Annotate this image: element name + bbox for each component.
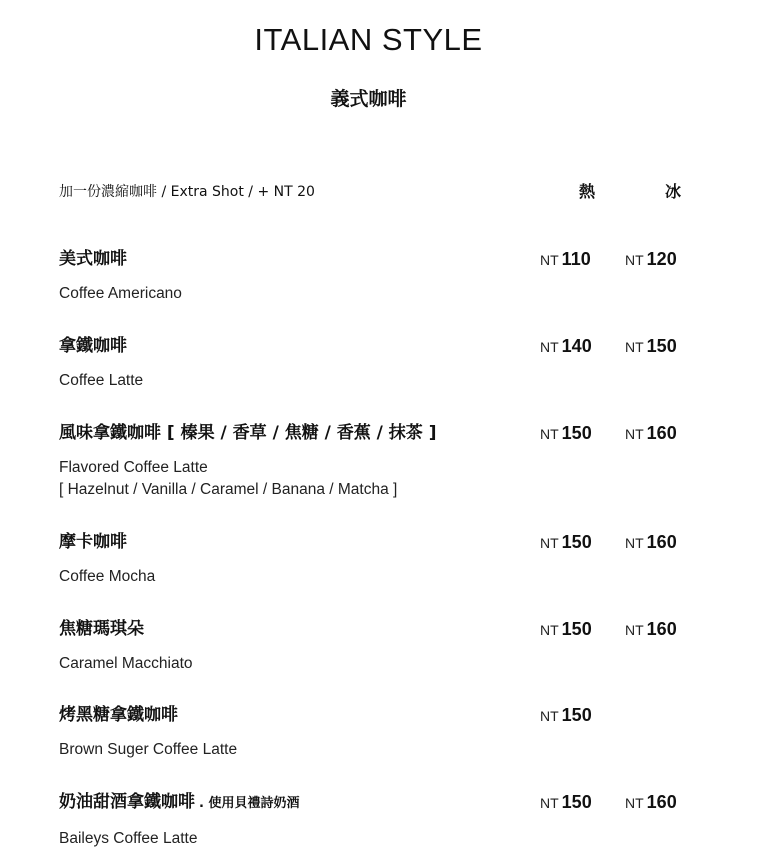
- item-flavors-en: [ Hazelnut / Vanilla / Caramel / Banana / Matcha ]: [59, 481, 398, 498]
- price-amount: 110: [561, 249, 591, 269]
- item-name-zh: 風味拿鐵咖啡 [ 榛果 / 香草 / 焦糖 / 香蕉 / 抹茶 ]: [59, 423, 437, 443]
- item-name-zh-row: [59, 791, 699, 815]
- menu-item: [59, 531, 699, 588]
- item-name-en: Flavored Coffee Latte: [59, 459, 208, 476]
- price-ice: [625, 618, 677, 641]
- price-amount: 140: [561, 336, 592, 356]
- item-name-zh: 奶油甜酒拿鐵咖啡: [59, 792, 195, 812]
- price-amount: 150: [561, 792, 592, 812]
- price-hot: [540, 704, 592, 727]
- currency-label: NT: [625, 252, 644, 268]
- item-name-en: Caramel Macchiato: [59, 655, 193, 672]
- currency-label: NT: [540, 708, 559, 724]
- column-header-ice: 冰: [664, 182, 681, 201]
- menu-item: [59, 248, 699, 305]
- currency-label: NT: [625, 535, 644, 551]
- price-ice: [625, 422, 677, 445]
- price-hot: [540, 791, 592, 814]
- price-hot: [540, 248, 591, 271]
- currency-label: NT: [540, 426, 559, 442]
- item-name-en: Baileys Coffee Latte: [59, 830, 198, 847]
- menu-item: [59, 422, 699, 501]
- currency-label: NT: [625, 795, 644, 811]
- currency-label: NT: [625, 426, 644, 442]
- price-hot: [540, 531, 592, 554]
- currency-label: NT: [540, 795, 559, 811]
- currency-label: NT: [625, 622, 644, 638]
- item-name-zh: 焦糖瑪琪朵: [59, 619, 144, 639]
- item-name-en: Coffee Mocha: [59, 568, 156, 585]
- column-header-hot: 熱: [578, 182, 595, 201]
- item-name-zh: 拿鐵咖啡: [59, 336, 127, 356]
- price-amount: 160: [646, 423, 677, 443]
- item-name-en: Brown Suger Coffee Latte: [59, 741, 238, 758]
- currency-label: NT: [540, 339, 559, 355]
- menu-item: [59, 791, 699, 850]
- price-amount: 160: [646, 792, 677, 812]
- price-ice: [625, 531, 677, 554]
- item-name-zh: 摩卡咖啡: [59, 532, 127, 552]
- currency-label: NT: [540, 535, 559, 551]
- item-name-zh: 烤黑糖拿鐵咖啡: [59, 705, 178, 725]
- price-amount: 150: [561, 619, 592, 639]
- price-amount: 150: [646, 336, 677, 356]
- currency-label: NT: [540, 252, 559, 268]
- price-ice: [625, 335, 677, 358]
- item-name-en: Coffee Americano: [59, 285, 182, 302]
- menu-subtitle: 義式咖啡: [330, 88, 407, 110]
- price-hot: [540, 335, 592, 358]
- menu-item: [59, 335, 699, 392]
- price-amount: 160: [646, 532, 677, 552]
- price-amount: 150: [561, 423, 592, 443]
- price-amount: 150: [561, 532, 592, 552]
- item-name-zh: 美式咖啡: [59, 249, 127, 269]
- currency-label: NT: [625, 339, 644, 355]
- item-note: . 使用貝禮詩奶酒: [199, 796, 300, 811]
- price-amount: 160: [646, 619, 677, 639]
- price-amount: 150: [561, 705, 592, 725]
- menu-item: [59, 618, 699, 675]
- price-amount: 120: [646, 249, 677, 269]
- price-hot: [540, 422, 592, 445]
- price-ice: [625, 248, 677, 271]
- menu-item: [59, 704, 699, 761]
- price-hot: [540, 618, 592, 641]
- menu-title: ITALIAN STYLE: [254, 22, 483, 57]
- extra-shot-note: 加一份濃縮咖啡 / Extra Shot / + NT 20: [59, 184, 315, 200]
- price-ice: [625, 791, 677, 814]
- currency-label: NT: [540, 622, 559, 638]
- item-name-en: Coffee Latte: [59, 372, 144, 389]
